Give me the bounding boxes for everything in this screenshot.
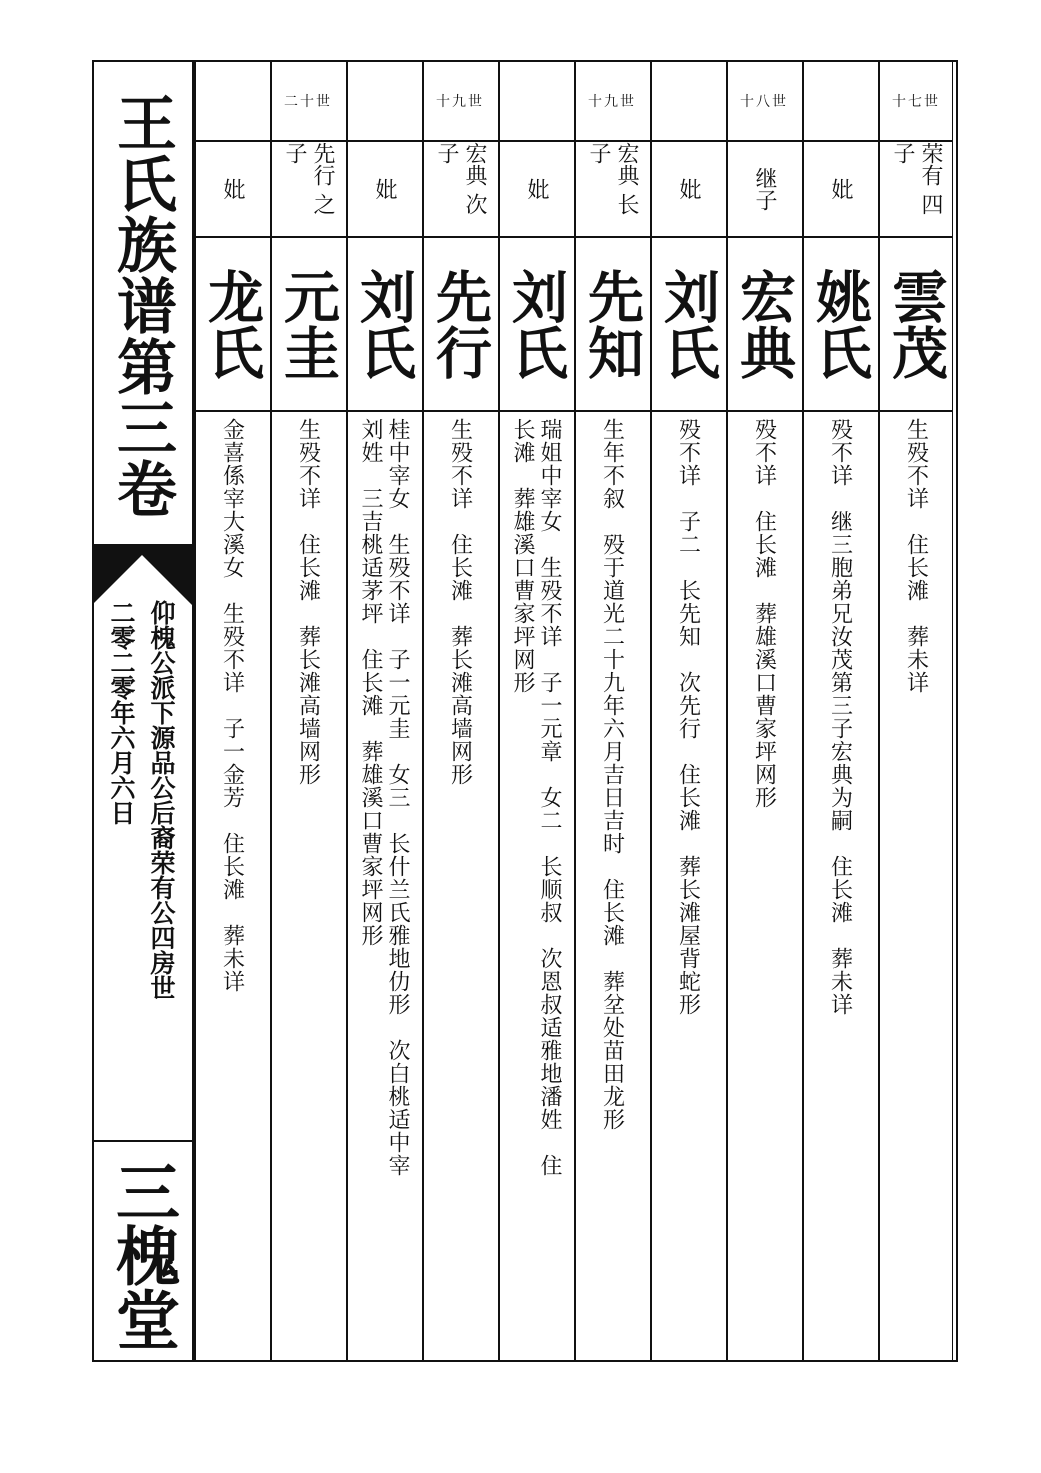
- generation-label: [346, 62, 422, 140]
- person-name: [422, 238, 498, 410]
- volume-title: 王氏族谱第三卷: [107, 91, 177, 519]
- person-detail: [346, 418, 422, 1348]
- relation-label: [574, 142, 650, 236]
- generation-label: [802, 62, 878, 140]
- person-name-text: 雲茂: [883, 268, 949, 380]
- person-detail-text: 殁不详 继三胞弟兄汝茂第三子宏典为嗣 住长滩 葬未详: [827, 418, 853, 1016]
- person-name-text: 龙氏: [199, 268, 265, 380]
- relation-label-text: 宏典 长子: [586, 142, 639, 215]
- person-detail-text: 金喜係宰大溪女 生殁不详 子一金芳 住长滩 葬未详: [219, 418, 245, 993]
- person-name-text: 姚氏: [807, 268, 873, 380]
- person-detail-text: 生年不叙 殁于道光二十九年六月吉日吉时 住长滩 葬坌处苗田龙形: [599, 418, 625, 1131]
- relation-label-text: 先行 之子: [282, 142, 335, 215]
- relation-label-text: 妣: [828, 178, 853, 200]
- relation-label-text: 继子: [752, 167, 777, 211]
- person-name: [878, 238, 954, 410]
- person-name: [650, 238, 726, 410]
- person-name-text: 宏典: [731, 268, 797, 380]
- person-detail-text: 生殁不详 住长滩 葬未详: [903, 418, 929, 694]
- relation-label-text: 妣: [676, 178, 701, 200]
- relation-label-text: 妣: [372, 178, 397, 200]
- generation-label: [650, 62, 726, 140]
- relation-label: [346, 142, 422, 236]
- fishtail-mark: [92, 547, 192, 605]
- relation-label: [802, 142, 878, 236]
- lineage-subtitle: 仰槐公派下源品公后裔荣有公四房世: [147, 600, 176, 1000]
- relation-label: [270, 142, 346, 236]
- person-name-text: 刘氏: [503, 268, 569, 380]
- person-name-text: 刘氏: [351, 268, 417, 380]
- relation-label: [650, 142, 726, 236]
- relation-label: [726, 142, 802, 236]
- generation-label: 十九世: [436, 94, 484, 110]
- person-name: [194, 238, 270, 410]
- compile-date: 二零二零年六月六日: [107, 600, 136, 825]
- person-detail-text: 殁不详 住长滩 葬雄溪口曹家坪网形: [751, 418, 777, 809]
- person-name-text: 先知: [579, 268, 645, 380]
- person-detail: [422, 418, 498, 1348]
- person-name: [270, 238, 346, 410]
- generation-label: 十九世: [588, 94, 636, 110]
- person-detail-text: 生殁不详 住长滩 葬长滩高墙网形: [295, 418, 321, 786]
- person-name-text: 元圭: [275, 268, 341, 380]
- person-detail-text: 生殁不详 住长滩 葬长滩高墙网形: [447, 418, 473, 786]
- person-detail: [270, 418, 346, 1348]
- person-detail: [650, 418, 726, 1348]
- relation-label: [194, 142, 270, 236]
- person-name: [498, 238, 574, 410]
- person-detail-text: 殁不详 子二 长先知 次先行 住长滩 葬长滩屋背蛇形: [675, 418, 701, 1016]
- person-name: [726, 238, 802, 410]
- person-name-text: 先行: [427, 268, 493, 380]
- person-name: [574, 238, 650, 410]
- hall-name: 三槐堂: [105, 1159, 180, 1351]
- person-detail: [726, 418, 802, 1348]
- person-detail: [498, 418, 574, 1348]
- relation-label: [422, 142, 498, 236]
- generation-label: 十七世: [892, 94, 940, 110]
- relation-label-text: 荣有 四子: [890, 142, 943, 215]
- relation-label: [498, 142, 574, 236]
- person-detail-text: 桂中宰女 生殁不详 子一元圭 女三 长什兰氏雅地仂形 次白桃适中宰 刘姓 三吉桃适茅坪 住长滩 葬雄溪口曹家坪网形: [358, 418, 410, 1177]
- person-detail: [878, 418, 954, 1348]
- person-name: [346, 238, 422, 410]
- generation-label: 十八世: [740, 94, 788, 110]
- relation-label-text: 妣: [524, 178, 549, 200]
- book-spine: [92, 60, 194, 1362]
- relation-label-text: 宏典 次子: [434, 142, 487, 215]
- person-detail-text: 瑞姐中宰女 生殁不详 子一元章 女二 长顺叔 次恩叔适雅地潘姓 住 长滩 葬雄溪口曹家坪网形: [510, 418, 562, 1177]
- relation-label-text: 妣: [220, 178, 245, 200]
- generation-label: [194, 62, 270, 140]
- generation-label: 二十世: [284, 94, 332, 110]
- spine-divider-lower: [92, 1140, 192, 1142]
- person-detail: [574, 418, 650, 1348]
- relation-label: [878, 142, 954, 236]
- person-detail: [802, 418, 878, 1348]
- person-detail: [194, 418, 270, 1348]
- generation-label: [498, 62, 574, 140]
- person-name-text: 刘氏: [655, 268, 721, 380]
- person-name: [802, 238, 878, 410]
